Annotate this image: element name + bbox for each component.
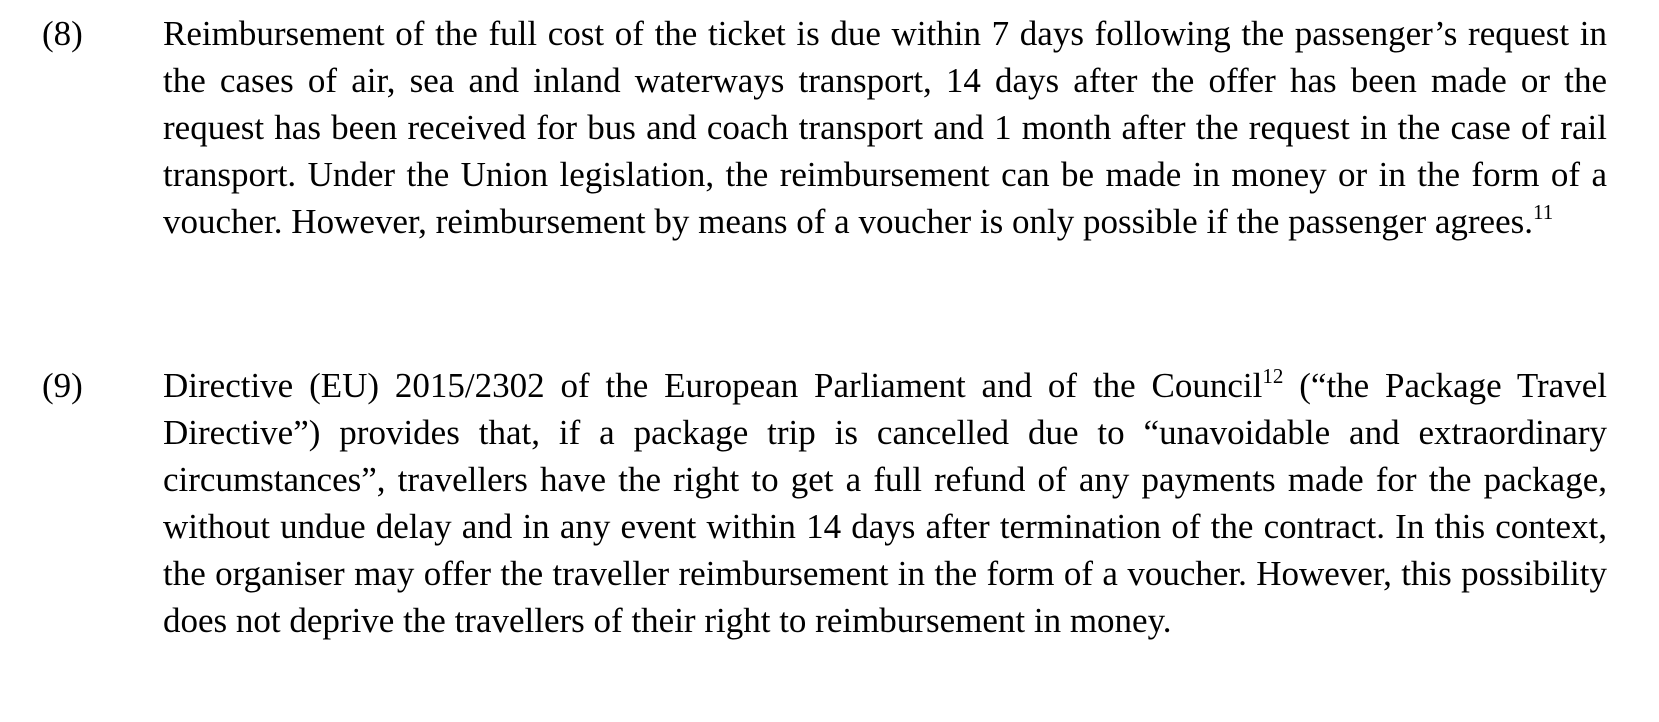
footnote-reference[interactable]: 11 [1533,200,1554,224]
recital-number: (8) [42,14,83,53]
recital-body: Reimbursement of the full cost of the ticket is due within 7 days following the passenger’s request in the cases of air, sea and inland waterways transport, 14 days after the offer has been made or the request has been received for bus and coach transport and 1 month after the request in the case of rail transport. Under the Union legislation, the reimbursement can be made in money or in the form of a voucher. However, reimbursement by means of a voucher is only possible if the passenger agrees. [163,14,1607,241]
recital-text [163,10,1607,245]
recital-number: (9) [42,366,83,405]
recital-body-end: (“the Package Travel Directive”) provides that, if a package trip is cancelled due to “unavoidable and extraordinary circumstances”, travellers have the right to get a full refund of any payments made for the package, without undue delay and in any event within 14 days after termination of the contract. In this context, the organiser may offer the traveller reimbursement in the form of a voucher. However, this possibility does not deprive the travellers of their right to reimbursement in money. [163,366,1607,640]
recital-body-start: Directive (EU) 2015/2302 of the European Parliament and of the Council [163,366,1263,405]
footnote-reference[interactable]: 12 [1262,364,1284,388]
recital-text [163,362,1607,644]
